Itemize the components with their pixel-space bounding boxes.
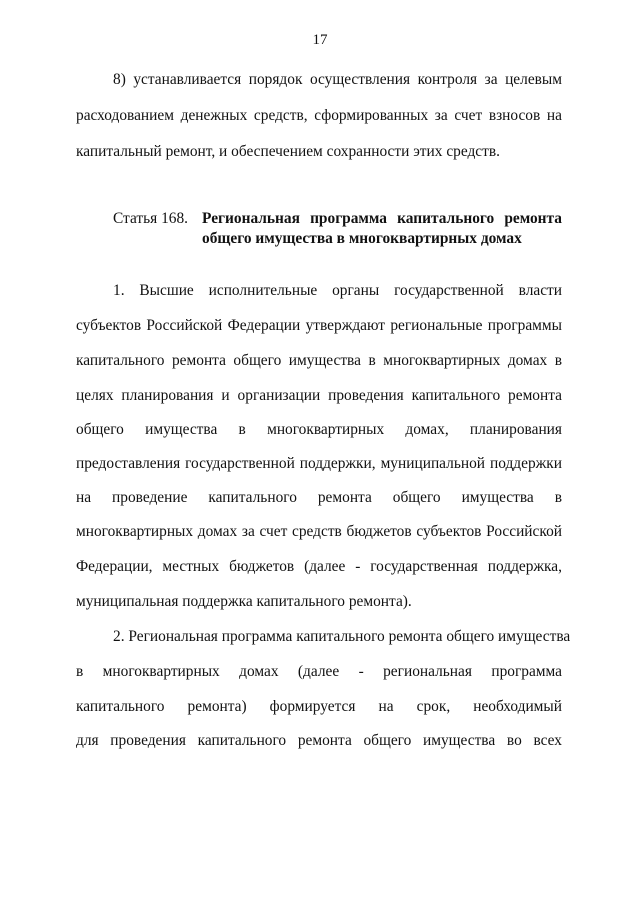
item8-line-2: расходованием денежных средств, сформированных за счет взносов на <box>76 107 562 124</box>
para1-line-10: муниципальная поддержка капитального ремонта). <box>76 593 412 610</box>
para1-line-4: целях планирования и организации проведения капитального ремонта <box>76 387 562 404</box>
para1-line-1: 1. Высшие исполнительные органы государственной власти <box>113 282 562 299</box>
article-title-line-1: Региональная программа капитального ремонта <box>202 210 562 227</box>
para1-line-6: предоставления государственной поддержки, муниципальной поддержки <box>76 455 562 472</box>
para2-line-1: 2. Региональная программа капитального ремонта общего имущества <box>113 628 571 645</box>
para2-line-4: для проведения капитального ремонта общего имущества во всех <box>76 732 562 749</box>
article-label: Статья 168. <box>113 210 189 227</box>
page-number: 17 <box>312 32 328 48</box>
para1-line-5: общего имущества в многоквартирных домах, планирования <box>76 421 562 438</box>
item8-line-1: 8) устанавливается порядок осуществления контроля за целевым <box>113 71 562 88</box>
para1-line-3: капитального ремонта общего имущества в многоквартирных домах в <box>76 352 562 369</box>
para1-line-2: субъектов Российской Федерации утверждают региональные программы <box>76 317 562 334</box>
para2-line-3: капитального ремонта) формируется на срок, необходимый <box>76 698 562 715</box>
para1-line-8: многоквартирных домах за счет средств бюджетов субъектов Российской <box>76 523 562 540</box>
para2-line-2: в многоквартирных домах (далее - региональная программа <box>76 663 562 680</box>
para1-line-9: Федерации, местных бюджетов (далее - государственная поддержка, <box>76 558 562 575</box>
article-title-line-2: общего имущества в многоквартирных домах <box>202 230 522 247</box>
article-title <box>202 209 562 249</box>
item8-line-3: капитальный ремонт, и обеспечением сохранности этих средств. <box>76 143 500 160</box>
para1-line-7: на проведение капитального ремонта общего имущества в <box>76 489 562 506</box>
